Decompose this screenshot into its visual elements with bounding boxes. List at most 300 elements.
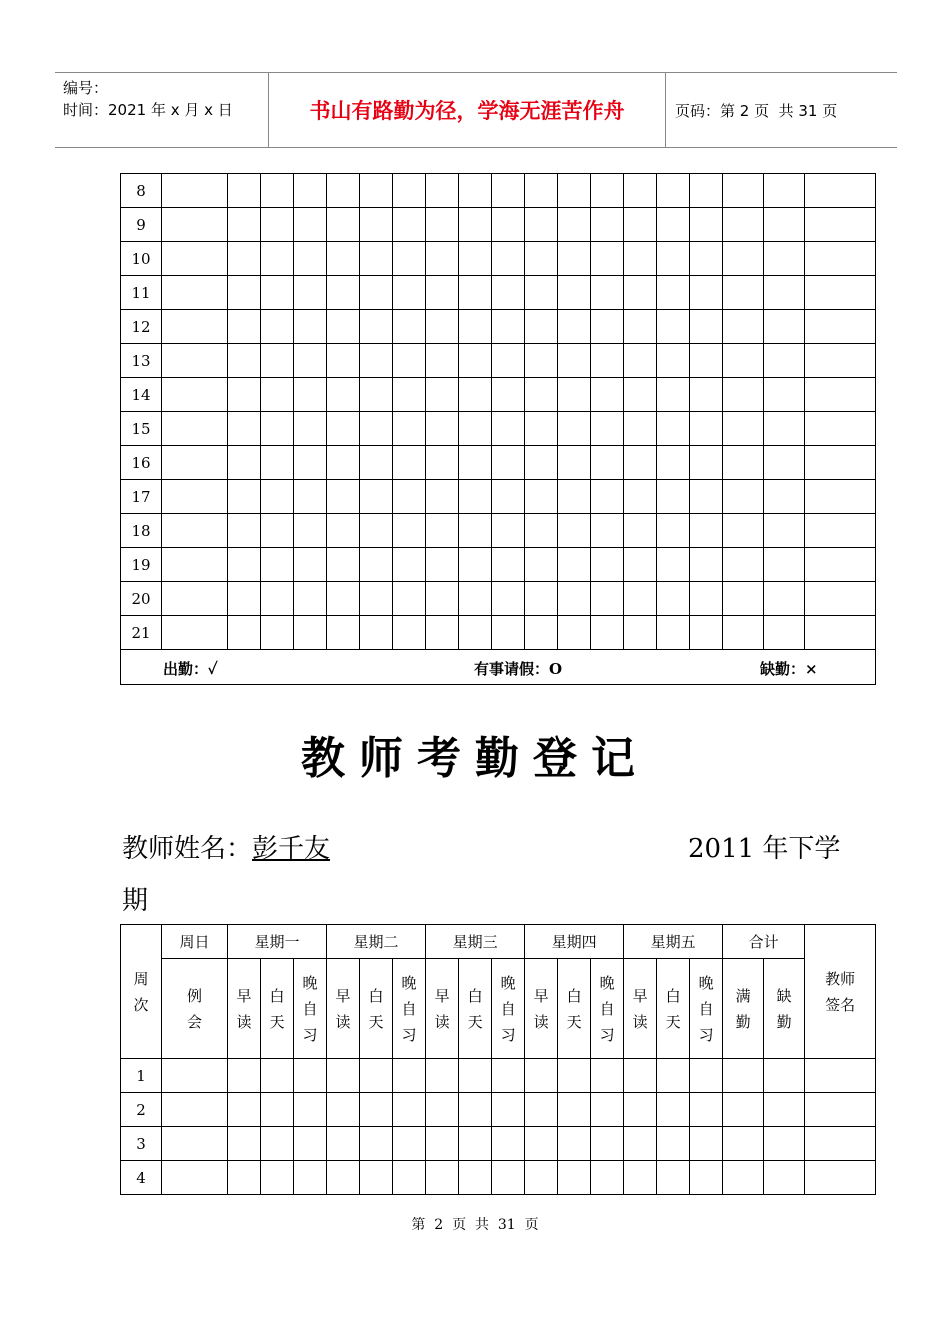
attendance-cell[interactable] [360,276,393,310]
attendance-cell[interactable] [261,480,294,514]
attendance-cell[interactable] [261,344,294,378]
attendance-cell[interactable] [558,344,591,378]
attendance-cell[interactable] [459,174,492,208]
attendance-cell[interactable] [558,446,591,480]
attendance-cell[interactable] [228,208,261,242]
attendance-cell[interactable] [459,1093,492,1127]
attendance-cell[interactable] [558,1093,591,1127]
attendance-cell[interactable] [393,1059,426,1093]
attendance-cell[interactable] [294,242,327,276]
attendance-cell[interactable] [525,344,558,378]
attendance-cell[interactable] [657,1059,690,1093]
attendance-cell[interactable] [327,1059,360,1093]
attendance-cell[interactable] [327,582,360,616]
attendance-cell[interactable] [162,480,228,514]
attendance-cell[interactable] [228,1161,261,1195]
attendance-cell[interactable] [459,1127,492,1161]
attendance-cell[interactable] [162,1059,228,1093]
attendance-cell[interactable] [657,310,690,344]
attendance-cell[interactable] [459,344,492,378]
attendance-cell[interactable] [261,378,294,412]
attendance-cell[interactable] [558,310,591,344]
attendance-cell[interactable] [805,378,876,412]
attendance-cell[interactable] [426,548,459,582]
attendance-cell[interactable] [426,1127,459,1161]
attendance-cell[interactable] [723,582,764,616]
attendance-cell[interactable] [360,344,393,378]
attendance-cell[interactable] [294,480,327,514]
attendance-cell[interactable] [294,208,327,242]
attendance-cell[interactable] [261,174,294,208]
attendance-cell[interactable] [624,242,657,276]
attendance-cell[interactable] [261,1059,294,1093]
attendance-cell[interactable] [657,412,690,446]
attendance-cell[interactable] [261,582,294,616]
attendance-cell[interactable] [624,310,657,344]
attendance-cell[interactable] [558,174,591,208]
attendance-cell[interactable] [657,616,690,650]
attendance-cell[interactable] [805,412,876,446]
attendance-cell[interactable] [591,1093,624,1127]
attendance-cell[interactable] [805,344,876,378]
attendance-cell[interactable] [228,310,261,344]
attendance-cell[interactable] [558,1161,591,1195]
attendance-cell[interactable] [162,1093,228,1127]
attendance-cell[interactable] [261,548,294,582]
attendance-cell[interactable] [558,616,591,650]
attendance-cell[interactable] [393,412,426,446]
attendance-cell[interactable] [591,548,624,582]
attendance-cell[interactable] [327,276,360,310]
attendance-cell[interactable] [624,616,657,650]
attendance-cell[interactable] [558,548,591,582]
attendance-cell[interactable] [228,412,261,446]
attendance-cell[interactable] [690,1161,723,1195]
attendance-cell[interactable] [459,378,492,412]
attendance-cell[interactable] [525,446,558,480]
attendance-cell[interactable] [327,1127,360,1161]
attendance-cell[interactable] [723,208,764,242]
attendance-cell[interactable] [764,446,805,480]
attendance-cell[interactable] [294,378,327,412]
attendance-cell[interactable] [624,582,657,616]
attendance-cell[interactable] [327,378,360,412]
attendance-cell[interactable] [228,582,261,616]
attendance-cell[interactable] [327,344,360,378]
attendance-cell[interactable] [690,446,723,480]
attendance-cell[interactable] [525,412,558,446]
attendance-cell[interactable] [360,310,393,344]
attendance-cell[interactable] [393,616,426,650]
attendance-cell[interactable] [261,1161,294,1195]
attendance-cell[interactable] [591,446,624,480]
attendance-cell[interactable] [393,242,426,276]
attendance-cell[interactable] [624,1059,657,1093]
attendance-cell[interactable] [591,616,624,650]
attendance-cell[interactable] [327,242,360,276]
attendance-cell[interactable] [360,548,393,582]
attendance-cell[interactable] [558,1127,591,1161]
attendance-cell[interactable] [426,412,459,446]
attendance-cell[interactable] [492,1093,525,1127]
attendance-cell[interactable] [525,276,558,310]
attendance-cell[interactable] [657,276,690,310]
attendance-cell[interactable] [459,310,492,344]
attendance-cell[interactable] [624,514,657,548]
attendance-cell[interactable] [657,242,690,276]
attendance-cell[interactable] [360,1059,393,1093]
attendance-cell[interactable] [690,242,723,276]
attendance-cell[interactable] [360,242,393,276]
attendance-cell[interactable] [764,310,805,344]
attendance-cell[interactable] [360,582,393,616]
attendance-cell[interactable] [228,344,261,378]
attendance-cell[interactable] [558,412,591,446]
attendance-cell[interactable] [624,446,657,480]
attendance-cell[interactable] [558,582,591,616]
attendance-cell[interactable] [162,242,228,276]
attendance-cell[interactable] [327,174,360,208]
attendance-cell[interactable] [805,1127,876,1161]
attendance-cell[interactable] [690,514,723,548]
attendance-cell[interactable] [393,1093,426,1127]
attendance-cell[interactable] [261,616,294,650]
attendance-cell[interactable] [525,1059,558,1093]
attendance-cell[interactable] [723,412,764,446]
attendance-cell[interactable] [657,514,690,548]
attendance-cell[interactable] [426,514,459,548]
attendance-cell[interactable] [624,174,657,208]
attendance-cell[interactable] [393,446,426,480]
attendance-cell[interactable] [261,310,294,344]
attendance-cell[interactable] [294,276,327,310]
attendance-cell[interactable] [723,446,764,480]
attendance-cell[interactable] [294,1127,327,1161]
attendance-cell[interactable] [294,548,327,582]
attendance-cell[interactable] [805,616,876,650]
attendance-cell[interactable] [261,208,294,242]
attendance-cell[interactable] [805,582,876,616]
attendance-cell[interactable] [162,1161,228,1195]
attendance-cell[interactable] [393,208,426,242]
attendance-cell[interactable] [261,514,294,548]
attendance-cell[interactable] [723,616,764,650]
attendance-cell[interactable] [492,344,525,378]
attendance-cell[interactable] [805,548,876,582]
attendance-cell[interactable] [591,480,624,514]
attendance-cell[interactable] [764,1059,805,1093]
attendance-cell[interactable] [764,276,805,310]
attendance-cell[interactable] [624,412,657,446]
attendance-cell[interactable] [492,1127,525,1161]
attendance-cell[interactable] [492,276,525,310]
attendance-cell[interactable] [393,174,426,208]
attendance-cell[interactable] [459,1059,492,1093]
attendance-cell[interactable] [690,310,723,344]
attendance-cell[interactable] [690,582,723,616]
attendance-cell[interactable] [459,242,492,276]
attendance-cell[interactable] [261,446,294,480]
attendance-cell[interactable] [690,480,723,514]
attendance-cell[interactable] [327,514,360,548]
attendance-cell[interactable] [805,446,876,480]
attendance-cell[interactable] [459,616,492,650]
attendance-cell[interactable] [591,344,624,378]
attendance-cell[interactable] [426,1059,459,1093]
attendance-cell[interactable] [764,344,805,378]
attendance-cell[interactable] [459,1161,492,1195]
attendance-cell[interactable] [558,276,591,310]
attendance-cell[interactable] [393,514,426,548]
attendance-cell[interactable] [393,1161,426,1195]
attendance-cell[interactable] [805,208,876,242]
attendance-cell[interactable] [591,208,624,242]
attendance-cell[interactable] [657,582,690,616]
attendance-cell[interactable] [492,378,525,412]
attendance-cell[interactable] [360,208,393,242]
attendance-cell[interactable] [492,174,525,208]
attendance-cell[interactable] [492,208,525,242]
attendance-cell[interactable] [657,174,690,208]
attendance-cell[interactable] [805,514,876,548]
attendance-cell[interactable] [591,310,624,344]
attendance-cell[interactable] [525,480,558,514]
attendance-cell[interactable] [624,1093,657,1127]
attendance-cell[interactable] [294,174,327,208]
attendance-cell[interactable] [525,242,558,276]
attendance-cell[interactable] [459,208,492,242]
attendance-cell[interactable] [459,412,492,446]
attendance-cell[interactable] [228,480,261,514]
attendance-cell[interactable] [690,1093,723,1127]
attendance-cell[interactable] [657,1161,690,1195]
attendance-cell[interactable] [426,616,459,650]
attendance-cell[interactable] [162,514,228,548]
attendance-cell[interactable] [690,378,723,412]
attendance-cell[interactable] [162,378,228,412]
attendance-cell[interactable] [723,480,764,514]
attendance-cell[interactable] [624,208,657,242]
attendance-cell[interactable] [591,242,624,276]
attendance-cell[interactable] [591,582,624,616]
attendance-cell[interactable] [723,514,764,548]
attendance-cell[interactable] [162,616,228,650]
attendance-cell[interactable] [764,1161,805,1195]
attendance-cell[interactable] [764,412,805,446]
attendance-cell[interactable] [492,1059,525,1093]
attendance-cell[interactable] [360,514,393,548]
attendance-cell[interactable] [764,174,805,208]
attendance-cell[interactable] [393,344,426,378]
attendance-cell[interactable] [558,378,591,412]
attendance-cell[interactable] [492,514,525,548]
attendance-cell[interactable] [228,242,261,276]
attendance-cell[interactable] [360,1161,393,1195]
attendance-cell[interactable] [393,276,426,310]
attendance-cell[interactable] [591,1059,624,1093]
attendance-cell[interactable] [228,616,261,650]
attendance-cell[interactable] [591,514,624,548]
attendance-cell[interactable] [764,582,805,616]
attendance-cell[interactable] [492,446,525,480]
attendance-cell[interactable] [360,480,393,514]
attendance-cell[interactable] [558,514,591,548]
attendance-cell[interactable] [624,276,657,310]
attendance-cell[interactable] [723,344,764,378]
attendance-cell[interactable] [162,446,228,480]
attendance-cell[interactable] [426,276,459,310]
attendance-cell[interactable] [393,378,426,412]
attendance-cell[interactable] [525,174,558,208]
attendance-cell[interactable] [327,310,360,344]
attendance-cell[interactable] [162,208,228,242]
attendance-cell[interactable] [393,582,426,616]
attendance-cell[interactable] [492,616,525,650]
attendance-cell[interactable] [294,310,327,344]
attendance-cell[interactable] [723,310,764,344]
attendance-cell[interactable] [327,412,360,446]
attendance-cell[interactable] [624,548,657,582]
attendance-cell[interactable] [261,276,294,310]
attendance-cell[interactable] [723,174,764,208]
attendance-cell[interactable] [426,310,459,344]
attendance-cell[interactable] [426,378,459,412]
attendance-cell[interactable] [805,174,876,208]
attendance-cell[interactable] [426,242,459,276]
attendance-cell[interactable] [294,514,327,548]
attendance-cell[interactable] [657,208,690,242]
attendance-cell[interactable] [261,1127,294,1161]
attendance-cell[interactable] [657,446,690,480]
attendance-cell[interactable] [525,310,558,344]
attendance-cell[interactable] [591,412,624,446]
attendance-cell[interactable] [492,412,525,446]
attendance-cell[interactable] [426,582,459,616]
attendance-cell[interactable] [228,446,261,480]
attendance-cell[interactable] [261,1093,294,1127]
attendance-cell[interactable] [723,1127,764,1161]
attendance-cell[interactable] [723,548,764,582]
attendance-cell[interactable] [162,412,228,446]
attendance-cell[interactable] [360,174,393,208]
attendance-cell[interactable] [805,480,876,514]
attendance-cell[interactable] [426,344,459,378]
attendance-cell[interactable] [360,1127,393,1161]
attendance-cell[interactable] [657,548,690,582]
attendance-cell[interactable] [690,1127,723,1161]
attendance-cell[interactable] [327,208,360,242]
attendance-cell[interactable] [525,616,558,650]
attendance-cell[interactable] [690,412,723,446]
attendance-cell[interactable] [294,446,327,480]
attendance-cell[interactable] [393,310,426,344]
attendance-cell[interactable] [624,344,657,378]
attendance-cell[interactable] [162,276,228,310]
attendance-cell[interactable] [228,548,261,582]
attendance-cell[interactable] [764,480,805,514]
attendance-cell[interactable] [228,276,261,310]
attendance-cell[interactable] [591,174,624,208]
attendance-cell[interactable] [805,1093,876,1127]
attendance-cell[interactable] [525,548,558,582]
attendance-cell[interactable] [525,514,558,548]
attendance-cell[interactable] [764,208,805,242]
attendance-cell[interactable] [525,378,558,412]
attendance-cell[interactable] [764,1093,805,1127]
attendance-cell[interactable] [261,242,294,276]
attendance-cell[interactable] [723,378,764,412]
attendance-cell[interactable] [492,242,525,276]
attendance-cell[interactable] [294,1059,327,1093]
attendance-cell[interactable] [690,276,723,310]
attendance-cell[interactable] [327,1161,360,1195]
attendance-cell[interactable] [690,616,723,650]
attendance-cell[interactable] [591,1127,624,1161]
attendance-cell[interactable] [723,1093,764,1127]
attendance-cell[interactable] [690,208,723,242]
attendance-cell[interactable] [558,242,591,276]
attendance-cell[interactable] [764,514,805,548]
attendance-cell[interactable] [294,412,327,446]
attendance-cell[interactable] [624,1127,657,1161]
attendance-cell[interactable] [492,548,525,582]
attendance-cell[interactable] [327,480,360,514]
attendance-cell[interactable] [294,1093,327,1127]
attendance-cell[interactable] [764,1127,805,1161]
attendance-cell[interactable] [360,378,393,412]
attendance-cell[interactable] [360,616,393,650]
attendance-cell[interactable] [690,344,723,378]
attendance-cell[interactable] [393,480,426,514]
attendance-cell[interactable] [228,1093,261,1127]
attendance-cell[interactable] [525,582,558,616]
attendance-cell[interactable] [393,548,426,582]
attendance-cell[interactable] [360,412,393,446]
attendance-cell[interactable] [805,276,876,310]
attendance-cell[interactable] [591,1161,624,1195]
attendance-cell[interactable] [228,378,261,412]
attendance-cell[interactable] [162,174,228,208]
attendance-cell[interactable] [764,378,805,412]
attendance-cell[interactable] [805,1059,876,1093]
attendance-cell[interactable] [492,310,525,344]
attendance-cell[interactable] [162,548,228,582]
attendance-cell[interactable] [657,480,690,514]
attendance-cell[interactable] [723,1161,764,1195]
attendance-cell[interactable] [723,1059,764,1093]
attendance-cell[interactable] [162,310,228,344]
attendance-cell[interactable] [162,582,228,616]
attendance-cell[interactable] [723,242,764,276]
attendance-cell[interactable] [459,276,492,310]
attendance-cell[interactable] [525,1161,558,1195]
attendance-cell[interactable] [624,1161,657,1195]
attendance-cell[interactable] [393,1127,426,1161]
attendance-cell[interactable] [228,514,261,548]
attendance-cell[interactable] [426,1093,459,1127]
attendance-cell[interactable] [657,344,690,378]
attendance-cell[interactable] [764,548,805,582]
attendance-cell[interactable] [492,1161,525,1195]
attendance-cell[interactable] [228,1059,261,1093]
attendance-cell[interactable] [459,582,492,616]
attendance-cell[interactable] [558,208,591,242]
attendance-cell[interactable] [360,1093,393,1127]
attendance-cell[interactable] [624,378,657,412]
attendance-cell[interactable] [805,310,876,344]
attendance-cell[interactable] [492,480,525,514]
attendance-cell[interactable] [690,174,723,208]
